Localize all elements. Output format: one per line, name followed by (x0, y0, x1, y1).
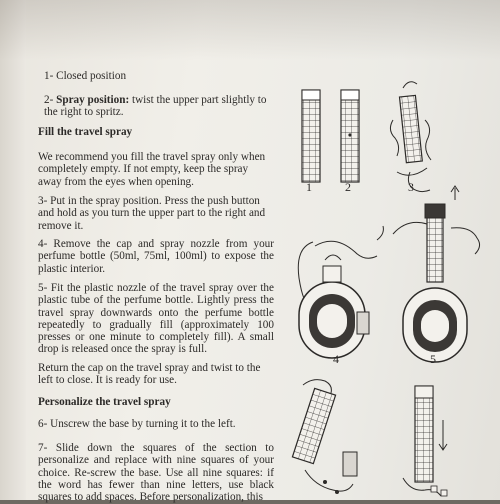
figure-1-tube (302, 90, 320, 182)
figure-3-hand-tube (390, 82, 431, 192)
page-shadow (0, 0, 500, 60)
step-2 (44, 94, 272, 119)
return-paragraph: Return the cap on the travel spray and twist to the left to close. It is ready for use. (38, 362, 261, 387)
figure-label-1: 1 (306, 180, 312, 194)
figure-5-filling (393, 186, 480, 362)
step-2-rest: twist the upper part slightly to the right to spritz. (44, 94, 267, 119)
heading-fill: Fill the travel spray (38, 126, 133, 138)
step-2-prefix: 2- (44, 94, 57, 106)
step-4: 4- Remove the cap and spray nozzle from your perfume bottle (50ml, 75ml, 100ml) to expose the plastic interior. (38, 238, 274, 275)
step-7: 7- Slide down the squares of the section to personalize and replace with nine squares of your choice. Re-screw the base. Use all nine squares: if the word has fewer than nine letters, use black squares to add spaces. Before personalization, this (38, 442, 274, 504)
step-2-bold: Spray position: (56, 94, 130, 106)
figure-label-5: 5 (430, 352, 436, 366)
step-1: 1- Closed position (44, 70, 127, 82)
step-6: 6- Unscrew the base by turning it to the left. (38, 418, 236, 430)
intro-paragraph: We recommend you fill the travel spray only when completely empty. If not empty, keep the spray away from the eyes when opening. (38, 151, 266, 188)
heading-personalize: Personalize the travel spray (38, 396, 171, 408)
step-5: 5- Fit the plastic nozzle of the travel spray over the plastic tube of the perfume bottle. Lightly press the travel spray downwards onto the perfume bottle repeatedly to gradually fill (approximately 100 presses or one minute to completely fill). A small drop is released once the spray is full. (38, 282, 274, 356)
illustrations (285, 60, 500, 500)
figure-6-unscrew (292, 380, 357, 494)
figure-label-4: 4 (333, 352, 339, 366)
illustration-drawings (285, 60, 500, 500)
figure-label-3: 3 (408, 180, 414, 194)
figure-2-tube (341, 90, 359, 182)
page-fold (0, 0, 26, 500)
step-3: 3- Put in the spray position. Press the push button and hold as you turn the upper part to the right and remove it. (38, 195, 266, 232)
figure-7-slide (403, 386, 447, 496)
figure-label-2: 2 (345, 180, 351, 194)
figure-4-perfume-bottle (298, 226, 383, 358)
